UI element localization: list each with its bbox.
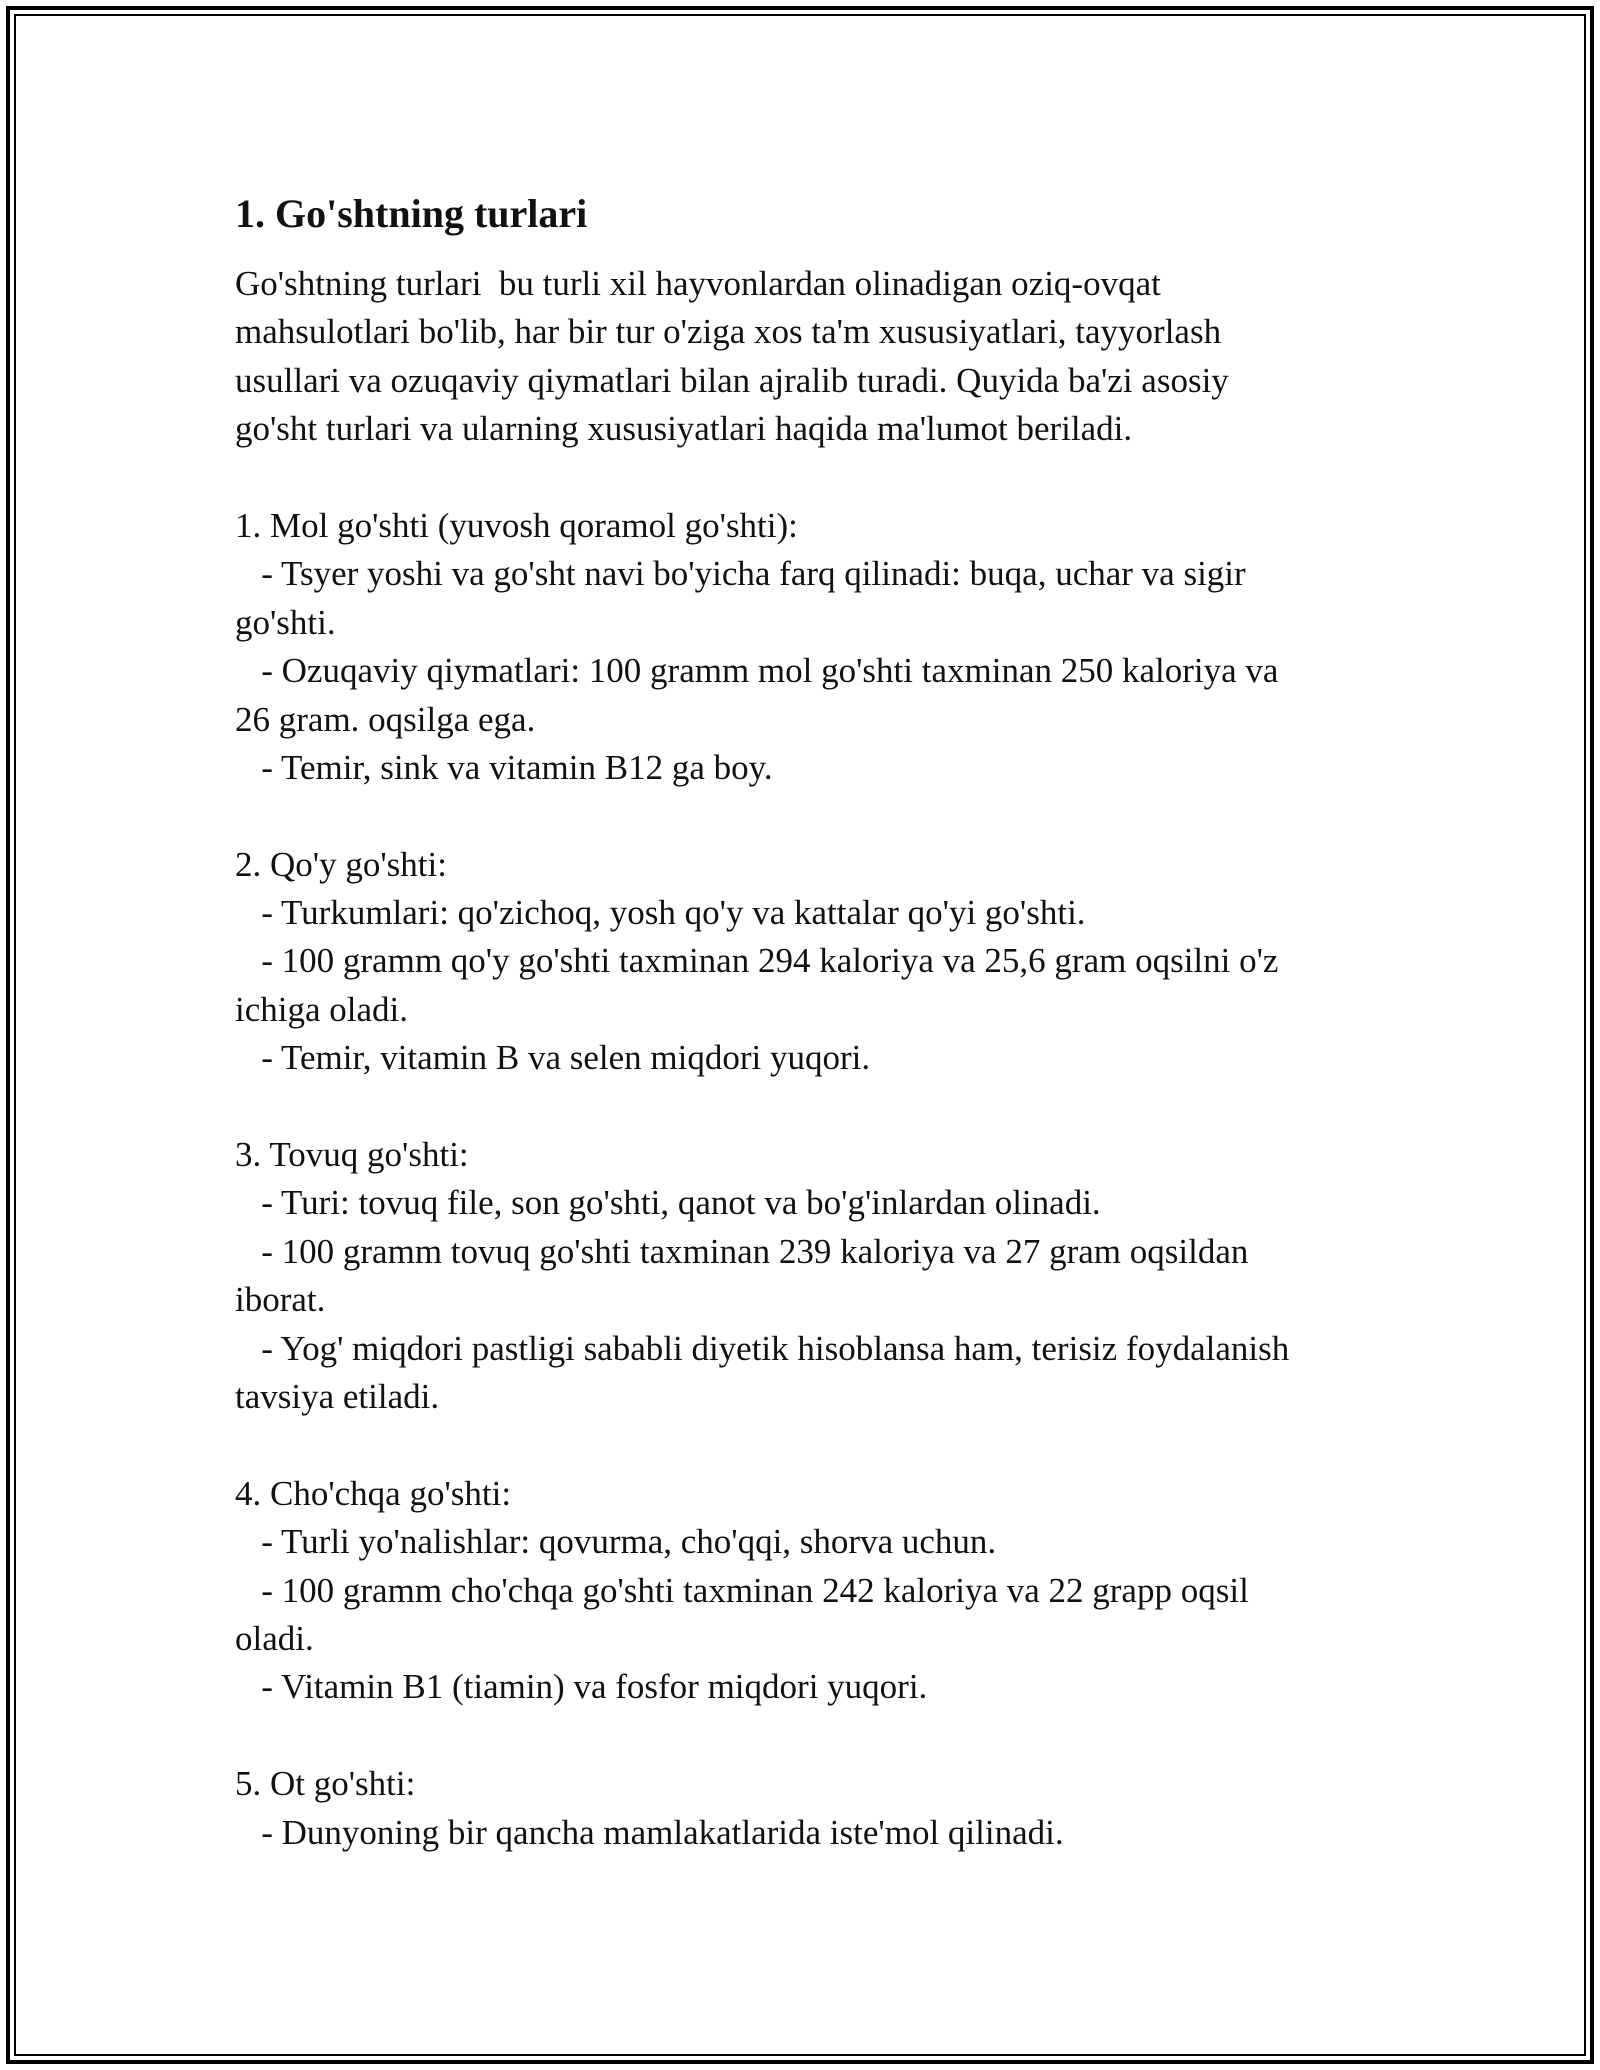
list-heading: 2. Qo'y go'shti: bbox=[235, 844, 447, 884]
list-item: - 100 gramm qo'y go'shti taxminan 294 kaloriya va 25,6 gram oqsilni o'z bbox=[235, 941, 1279, 981]
list-item: - Tsyer yoshi va go'sht navi bo'yicha farq qilinadi: buqa, uchar va sigir bbox=[235, 554, 1246, 594]
text-line: mahsulotlari bo'lib, har bir tur o'ziga xos ta'm xususiyatlari, tayyorlash bbox=[235, 312, 1222, 352]
list-item: - Ozuqaviy qiymatlari: 100 gramm mol go'shti taxminan 250 kaloriya va bbox=[235, 651, 1279, 691]
list-item: - 100 gramm cho'chqa go'shti taxminan 242 kaloriya va 22 grapp oqsil bbox=[235, 1570, 1249, 1610]
list-item: go'shti. bbox=[235, 602, 336, 642]
list-heading: 5. Ot go'shti: bbox=[235, 1764, 416, 1804]
list-item: oladi. bbox=[235, 1618, 314, 1658]
list-item: - Turi: tovuq file, son go'shti, qanot va bo'g'inlardan olinadi. bbox=[235, 1183, 1101, 1223]
list-item: iborat. bbox=[235, 1280, 326, 1320]
list-item: - Turkumlari: qo'zichoq, yosh qo'y va kattalar qo'yi go'shti. bbox=[235, 893, 1086, 933]
document-body bbox=[235, 186, 1365, 1857]
blank-line bbox=[235, 1083, 1365, 1131]
list-item: - 100 gramm tovuq go'shti taxminan 239 kaloriya va 27 gram oqsildan bbox=[235, 1231, 1249, 1271]
list-item: 26 gram. oqsilga ega. bbox=[235, 699, 536, 739]
list-heading: 3. Tovuq go'shti: bbox=[235, 1135, 469, 1175]
blank-line bbox=[235, 792, 1365, 840]
list-item: - Turli yo'nalishlar: qovurma, cho'qqi, shorva uchun. bbox=[235, 1522, 997, 1562]
blank-line bbox=[235, 1421, 1365, 1469]
text-line: Go'shtning turlari bu turli xil hayvonlardan olinadigan oziq-ovqat bbox=[235, 264, 1161, 303]
list-item: ichiga oladi. bbox=[235, 989, 409, 1029]
list-item: - Temir, vitamin B va selen miqdori yuqori. bbox=[235, 1038, 871, 1078]
list-item: tavsiya etiladi. bbox=[235, 1376, 440, 1416]
list-heading: 1. Mol go'shti (yuvosh qoramol go'shti): bbox=[235, 505, 798, 545]
list-item: - Temir, sink va vitamin B12 ga boy. bbox=[235, 747, 773, 787]
text-line: go'sht turlari va ularning xususiyatlari haqida ma'lumot beriladi. bbox=[235, 409, 1133, 449]
list-item: - Yog' miqdori pastligi sababli diyetik hisoblansa ham, terisiz foydalanish bbox=[235, 1328, 1290, 1368]
list-item: - Vitamin B1 (tiamin) va fosfor miqdori yuqori. bbox=[235, 1667, 928, 1707]
section-heading: 1. Go'shtning turlari bbox=[235, 191, 588, 236]
list-heading: 4. Cho'chqa go'shti: bbox=[235, 1473, 512, 1513]
list-item: - Dunyoning bir qancha mamlakatlarida iste'mol qilinadi. bbox=[235, 1812, 1064, 1852]
blank-line bbox=[235, 1712, 1365, 1760]
blank-line bbox=[235, 454, 1365, 502]
text-line: usullari va ozuqaviy qiymatlari bilan ajralib turadi. Quyida ba'zi asosiy bbox=[235, 360, 1229, 400]
